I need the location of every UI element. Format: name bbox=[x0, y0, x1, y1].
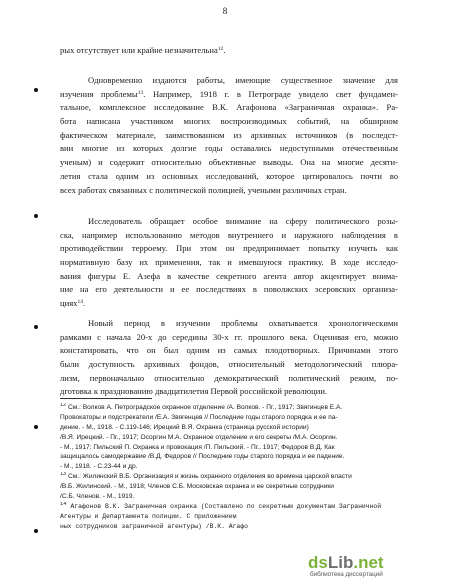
text-line: изучения проблемы$^{13}$. Например, 1918 г. в Петрограде увидело свет фундамен- bbox=[60, 88, 398, 99]
footnote-line: /С.Б. Членов. - М., 1919. bbox=[60, 493, 135, 501]
text-line: рамками с начала 20-х до середины 30-х гг. прошлого века. Оценивая его, можно bbox=[60, 331, 398, 342]
text-line: тальное, комплексное исследование В.К. Агафонова «Заграничная охранка». Ра- bbox=[60, 102, 398, 113]
margin-dot bbox=[34, 529, 38, 533]
logo-part-net: .net bbox=[353, 553, 384, 572]
page-number: 8 bbox=[222, 6, 228, 16]
text-line: летия стала одним из основных исследований, которое цитировалось почти во bbox=[60, 170, 398, 181]
footnote-line: $^{13}$ См.: Жилинский В.Б. Организация и жизнь охранного отделения во времена царской власти bbox=[60, 472, 352, 481]
margin-dot bbox=[34, 214, 38, 218]
footnote-line: /В.Б. Жилинский. - М., 1918; Членов С.Б. Московская охранка и ее секретные сотрудники bbox=[60, 483, 334, 491]
footnote-line: защищалось самодержавие /В.Д. Федоров // Последние годы старого порядка и ее падение. bbox=[60, 453, 345, 461]
text-line: лизм, первоначально относительно демократический политический режим, по- bbox=[60, 372, 398, 383]
footnote-line: ных сотрудников заграничной агентуры) /В.К. Агафо bbox=[60, 522, 248, 530]
dslib-subtitle: библиотека диссертаций bbox=[310, 571, 383, 578]
footnote-marker[interactable]: 14 bbox=[60, 501, 67, 507]
text-line: были доступность архивных фондов, относительный методологический плюра- bbox=[60, 359, 398, 370]
text-line: вии многие из которых долгие годы оставались недоступными отечественным bbox=[60, 143, 398, 154]
text-line: рых отсутствует или крайне незначительна$^{12}$. bbox=[60, 45, 226, 55]
body-paragraph-1 bbox=[60, 44, 398, 58]
logo-part-ds: ds bbox=[308, 553, 328, 572]
dslib-logo bbox=[308, 553, 384, 573]
text-line: Одновременно издаются работы, имеющие существенное значение для bbox=[88, 75, 398, 85]
dslib-watermark[interactable] bbox=[308, 550, 444, 580]
text-line: вания фигуры Е. Азефа в качестве секретного агента автор акцентирует внима- bbox=[60, 270, 398, 281]
footnote-marker[interactable]: 12 bbox=[60, 403, 67, 408]
margin-dot bbox=[34, 88, 38, 92]
text-line: фактическом материале, заимствованном из архивных источников (в последст- bbox=[60, 129, 398, 140]
body-paragraph-2 bbox=[60, 74, 398, 197]
text-line: нормативную базу их применения, так и имевшуюся практику. В ходе исследо- bbox=[60, 257, 398, 268]
text-line: всех работах связанных с политической полицией, учеными различных стран. bbox=[60, 184, 347, 195]
body-paragraph-3 bbox=[60, 215, 398, 311]
body-paragraph-4 bbox=[60, 317, 398, 399]
text-line: ска, например использованию методов внутреннего и наружного наблюдения в bbox=[60, 229, 398, 240]
margin-dot bbox=[34, 325, 38, 329]
footnote-line: Агентуры и Департамента полиции. С приложением bbox=[60, 512, 237, 520]
footnote-marker[interactable]: 13 bbox=[137, 89, 144, 96]
footnote-line: $^{12}$ См.: Волков А. Петроградское охранное отделение /А. Волков. - Пг., 1917; Звягинцев Е.А. bbox=[60, 403, 343, 411]
text-line: Новый период в изучении проблемы охватывается хронологическими bbox=[88, 318, 398, 328]
footnote-marker[interactable]: 13 bbox=[60, 472, 67, 478]
footnotes bbox=[60, 403, 398, 532]
logo-part-lib: Lib bbox=[327, 553, 354, 572]
footnote-line: $^{14}$ Агафонов В.К. Заграничная охранка (Составлено по секретным документам Заграничной bbox=[60, 501, 382, 510]
footnote-line: - М., 1918. - С.23-44 и др. bbox=[60, 463, 138, 471]
footnote-line: Провокаторы и подстрекатели /Е.А. Звягенцев // Последние годы старого порядка и ее па- bbox=[60, 413, 338, 421]
margin-dot bbox=[34, 425, 38, 429]
text-line: ние на его деятельности и ее последствиях в поволжских эсеровских организа- bbox=[60, 284, 398, 295]
footnote-separator bbox=[60, 398, 152, 399]
text-line: ученым) и содержит относительно объективные выводы. Она на многие десяти- bbox=[60, 157, 398, 168]
footnote-line: дение. - М., 1918. - С.119-146; Ирецкий В.Я. Охранка (страница русской истории) bbox=[60, 423, 309, 431]
footnote-line: /В.Я. Ирецкий. - Пг., 1917; Осоргин М.А. Охранное отделение и его секреты /М.А. Осоргин. bbox=[60, 433, 338, 441]
footnote-marker[interactable]: 14 bbox=[77, 299, 83, 306]
footnote-line: - М., 1917; Пильский П. Охранка и провокация /П. Пильский. - Пг., 1917; Федоров В.Д. Как bbox=[60, 443, 335, 451]
text-line: циях$^{14}$. bbox=[60, 298, 86, 309]
text-line: Исследователь обращает особое внимание на сферу политического розы- bbox=[88, 216, 398, 226]
text-line: дготовка к празднованию двадцатилетия Первой российской революции. bbox=[60, 386, 328, 397]
text-line: противодействии терроему. При этом он предпринимает попытку изучить как bbox=[60, 243, 398, 254]
text-line: бота написана участником многих воспроизводимых событий, на обширном bbox=[60, 116, 398, 127]
text-line: констатировать, что он был одним из самых плодотворных. Причинами этого bbox=[60, 345, 398, 356]
footnote-marker[interactable]: 12 bbox=[217, 46, 224, 52]
